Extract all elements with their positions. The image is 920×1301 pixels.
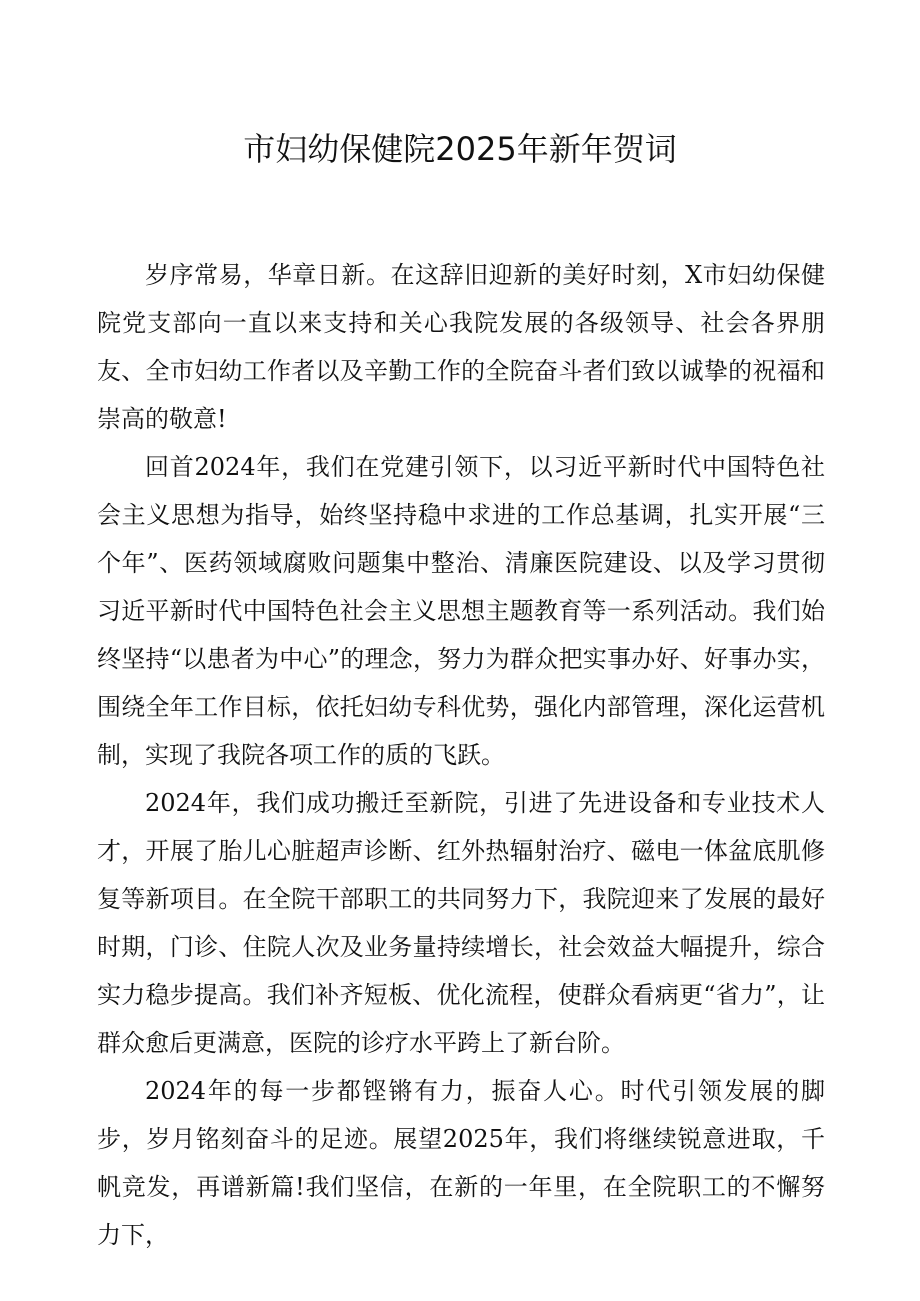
paragraph-4: 2024年的每一步都铿锵有力，振奋人心。时代引领发展的脚步，岁月铭刻奋斗的足迹。展望2025年，我们将继续锐意进取，千帆竞发，再谱新篇!我们坚信，在新的一年里，在全院职工的不懈努力下， <box>97 1077 825 1249</box>
paragraph-1: 岁序常易，华章日新。在这辞旧迎新的美好时刻，X市妇幼保健院党支部向一直以来支持和关心我院发展的各级领导、社会各界朋友、全市妇幼工作者以及辛勤工作的全院奋斗者们致以诚挚的祝福和崇高的敬意! <box>97 261 825 433</box>
paragraph-2: 回首2024年，我们在党建引领下，以习近平新时代中国特色社会主义思想为指导，始终坚持稳中求进的工作总基调，扎实开展“三个年”、医药领域腐败问题集中整治、清廉医院建设、以及学习贯彻习近平新时代中国特色社会主义思想主题教育等一系列活动。我们始终坚持“以患者为中心”的理念，努力为群众把实事办好、好事办实，围绕全年工作目标，依托妇幼专科优势，强化内部管理，深化运营机制，实现了我院各项工作的质的飞跃。 <box>97 453 825 769</box>
document-title: 市妇幼保健院2025年新年贺词 <box>243 130 677 168</box>
document-body <box>97 251 825 1259</box>
paragraph-3: 2024年，我们成功搬迁至新院，引进了先进设备和专业技术人才，开展了胎儿心脏超声诊断、红外热辐射治疗、磁电一体盆底肌修复等新项目。在全院干部职工的共同努力下，我院迎来了发展的最好时期，门诊、住院人次及业务量持续增长，社会效益大幅提升，综合实力稳步提高。我们补齐短板、优化流程，使群众看病更“省力”，让群众愈后更满意，医院的诊疗水平跨上了新台阶。 <box>97 789 825 1057</box>
